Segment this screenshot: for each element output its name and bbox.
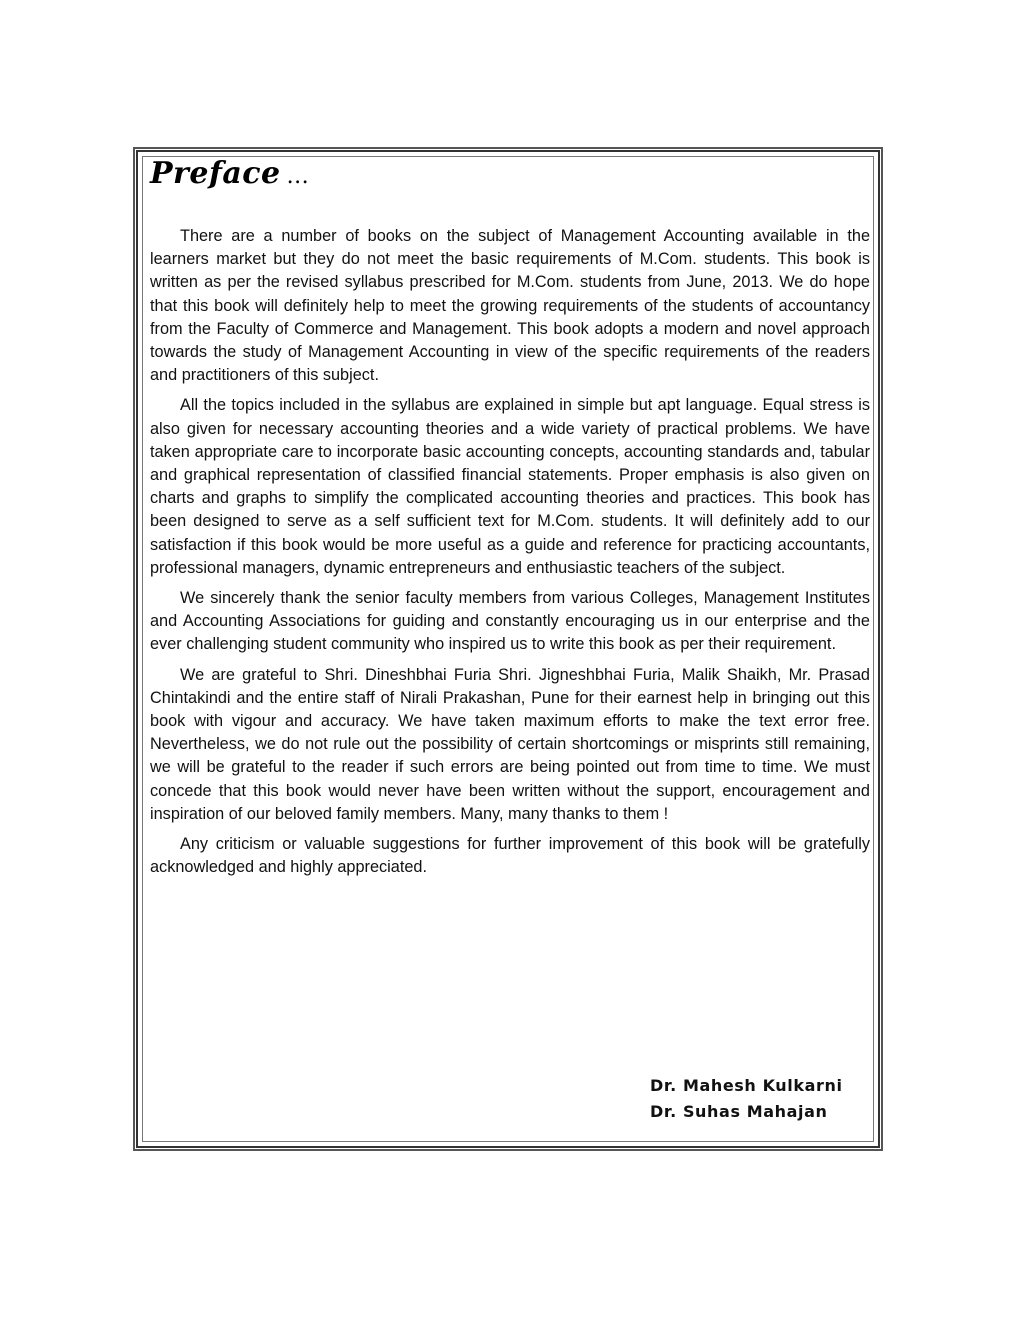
page-title (150, 156, 309, 191)
author-name: Dr. Suhas Mahajan (650, 1102, 828, 1121)
paragraph-5: Any criticism or valuable suggestions for further improvement of this book will be gratefully acknowledged and highly appreciated. (150, 835, 870, 877)
author-signatures (650, 1073, 843, 1125)
page-title-text: Preface (150, 156, 281, 191)
page-title-ellipsis: ... (286, 164, 310, 189)
author-name: Dr. Mahesh Kulkarni (650, 1076, 843, 1095)
paragraph-1: There are a number of books on the subject of Management Accounting available in the learners market but they do not meet the basic requirements of M.Com. students. This book is written as per the revised syllabus prescribed for M.Com. students from June, 2013. We do hope that this book will definitely help to meet the growing requirements of the students of accountancy from the Faculty of Commerce and Management. This book adopts a modern and novel approach towards the study of Management Accounting in view of the specific requirements of the readers and practitioners of this subject. (150, 227, 870, 385)
paragraph-2: All the topics included in the syllabus are explained in simple but apt language. Equal stress is also given for necessary accounting theories and a wide variety of practical problems. We have taken appropriate care to incorporate basic accounting concepts, accounting standards and, tabular and graphical representation of classified financial statements. Proper emphasis is also given on charts and graphs to simplify the complicated accounting theories and practices. This book has been designed to serve as a self sufficient text for M.Com. students. It will definitely add to our satisfaction if this book would be more useful as a guide and reference for practicing accountants, professional managers, dynamic entrepreneurs and enthusiastic teachers of the subject. (150, 396, 870, 577)
paragraph-3: We sincerely thank the senior faculty members from various Colleges, Management Institutes and Accounting Associations for guiding and constantly encouraging us in our enterprise and the ever challenging student community who inspired us to write this book as per their requirement. (150, 589, 870, 654)
paragraph-4: We are grateful to Shri. Dineshbhai Furia Shri. Jigneshbhai Furia, Malik Shaikh, Mr. Prasad Chintakindi and the entire staff of Nirali Prakashan, Pune for their earnest help in bringing out this book with vigour and accuracy. We have taken maximum efforts to make the text error free. Nevertheless, we do not rule out the possibility of certain shortcomings or misprints still remaining, we will be grateful to the reader if such errors are being pointed out from time to time. We must concede that this book would never have been written without the support, encouragement and inspiration of our beloved family members. Many, many thanks to them ! (150, 665, 870, 823)
preface-body (150, 225, 870, 886)
